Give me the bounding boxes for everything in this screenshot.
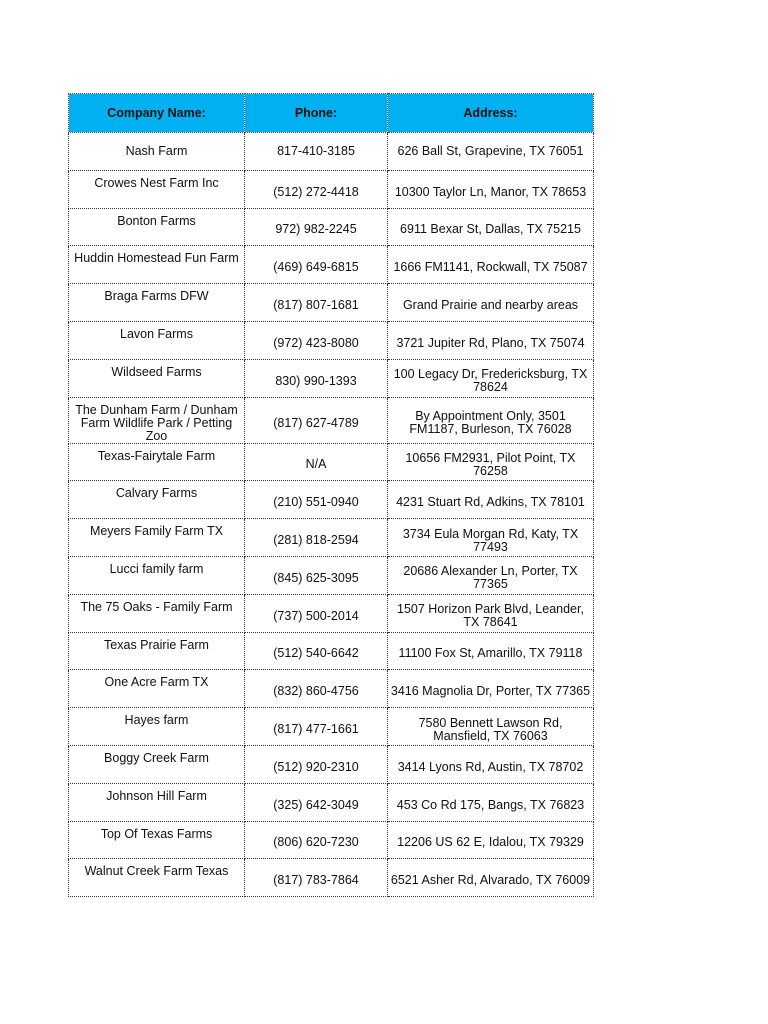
- table-row: [69, 859, 594, 897]
- table-row: [69, 443, 594, 481]
- phone-cell: (512) 920-2310: [245, 745, 388, 783]
- company-name-cell: Boggy Creek Farm: [69, 745, 245, 783]
- phone-cell: (210) 551-0940: [245, 481, 388, 519]
- table-row: [69, 481, 594, 519]
- table-row: [69, 783, 594, 821]
- company-name-cell: Top Of Texas Farms: [69, 821, 245, 859]
- phone-header: Phone:: [245, 94, 388, 133]
- phone-cell: (806) 620-7230: [245, 821, 388, 859]
- address-cell: 10656 FM2931, Pilot Point, TX 76258: [388, 443, 594, 481]
- table-row: [69, 284, 594, 322]
- phone-cell: (469) 649-6815: [245, 246, 388, 284]
- company-name-cell: Lucci family farm: [69, 556, 245, 594]
- company-name-cell: Meyers Family Farm TX: [69, 519, 245, 557]
- phone-cell: N/A: [245, 443, 388, 481]
- table-header-row: [69, 94, 594, 133]
- address-cell: 3414 Lyons Rd, Austin, TX 78702: [388, 745, 594, 783]
- company-name-cell: Huddin Homestead Fun Farm: [69, 246, 245, 284]
- phone-cell: (512) 272-4418: [245, 170, 388, 208]
- company-name-cell: Texas-Fairytale Farm: [69, 443, 245, 481]
- phone-cell: (832) 860-4756: [245, 670, 388, 708]
- address-cell: 1507 Horizon Park Blvd, Leander, TX 78641: [388, 594, 594, 632]
- company-name-cell: Texas Prairie Farm: [69, 632, 245, 670]
- table-row: [69, 208, 594, 246]
- farm-table: [68, 93, 594, 897]
- phone-cell: (512) 540-6642: [245, 632, 388, 670]
- table-row: [69, 745, 594, 783]
- address-cell: 453 Co Rd 175, Bangs, TX 76823: [388, 783, 594, 821]
- phone-cell: (281) 818-2594: [245, 519, 388, 557]
- phone-cell: 830) 990-1393: [245, 359, 388, 397]
- table-row: [69, 246, 594, 284]
- phone-cell: (972) 423-8080: [245, 321, 388, 359]
- table-row: [69, 821, 594, 859]
- address-header: Address:: [388, 94, 594, 133]
- company-name-cell: The Dunham Farm / Dunham Farm Wildlife Park / Petting Zoo: [69, 397, 245, 443]
- table-row: [69, 519, 594, 557]
- company-name-cell: Hayes farm: [69, 708, 245, 746]
- company-name-cell: Crowes Nest Farm Inc: [69, 170, 245, 208]
- address-cell: 7580 Bennett Lawson Rd, Mansfield, TX 76063: [388, 708, 594, 746]
- table-body: [69, 133, 594, 897]
- company-name-cell: The 75 Oaks - Family Farm: [69, 594, 245, 632]
- phone-cell: (325) 642-3049: [245, 783, 388, 821]
- company-name-cell: Braga Farms DFW: [69, 284, 245, 322]
- phone-cell: 817-410-3185: [245, 133, 388, 171]
- company-name-cell: Wildseed Farms: [69, 359, 245, 397]
- phone-cell: 972) 982-2245: [245, 208, 388, 246]
- phone-cell: (817) 807-1681: [245, 284, 388, 322]
- table-row: [69, 133, 594, 171]
- company-name-cell: Nash Farm: [69, 133, 245, 171]
- address-cell: Grand Prairie and nearby areas: [388, 284, 594, 322]
- address-cell: 12206 US 62 E, Idalou, TX 79329: [388, 821, 594, 859]
- company-name-cell: One Acre Farm TX: [69, 670, 245, 708]
- table-row: [69, 170, 594, 208]
- address-cell: 3416 Magnolia Dr, Porter, TX 77365: [388, 670, 594, 708]
- address-cell: 3721 Jupiter Rd, Plano, TX 75074: [388, 321, 594, 359]
- company-name-header: Company Name:: [69, 94, 245, 133]
- company-name-cell: Calvary Farms: [69, 481, 245, 519]
- company-name-cell: Johnson Hill Farm: [69, 783, 245, 821]
- table-row: [69, 670, 594, 708]
- address-cell: 4231 Stuart Rd, Adkins, TX 78101: [388, 481, 594, 519]
- phone-cell: (845) 625-3095: [245, 556, 388, 594]
- phone-cell: (737) 500-2014: [245, 594, 388, 632]
- address-cell: 10300 Taylor Ln, Manor, TX 78653: [388, 170, 594, 208]
- phone-cell: (817) 627-4789: [245, 397, 388, 443]
- phone-cell: (817) 477-1661: [245, 708, 388, 746]
- address-cell: 100 Legacy Dr, Fredericksburg, TX 78624: [388, 359, 594, 397]
- address-cell: 626 Ball St, Grapevine, TX 76051: [388, 133, 594, 171]
- table-row: [69, 359, 594, 397]
- company-name-cell: Walnut Creek Farm Texas: [69, 859, 245, 897]
- address-cell: 6911 Bexar St, Dallas, TX 75215: [388, 208, 594, 246]
- address-cell: 11100 Fox St, Amarillo, TX 79118: [388, 632, 594, 670]
- farm-directory: [68, 93, 593, 897]
- company-name-cell: Lavon Farms: [69, 321, 245, 359]
- table-row: [69, 594, 594, 632]
- table-row: [69, 708, 594, 746]
- table-row: [69, 321, 594, 359]
- address-cell: 3734 Eula Morgan Rd, Katy, TX 77493: [388, 519, 594, 557]
- table-row: [69, 632, 594, 670]
- address-cell: By Appointment Only, 3501 FM1187, Burleson, TX 76028: [388, 397, 594, 443]
- company-name-cell: Bonton Farms: [69, 208, 245, 246]
- address-cell: 1666 FM1141, Rockwall, TX 75087: [388, 246, 594, 284]
- table-row: [69, 556, 594, 594]
- address-cell: 20686 Alexander Ln, Porter, TX 77365: [388, 556, 594, 594]
- phone-cell: (817) 783-7864: [245, 859, 388, 897]
- table-row: [69, 397, 594, 443]
- address-cell: 6521 Asher Rd, Alvarado, TX 76009: [388, 859, 594, 897]
